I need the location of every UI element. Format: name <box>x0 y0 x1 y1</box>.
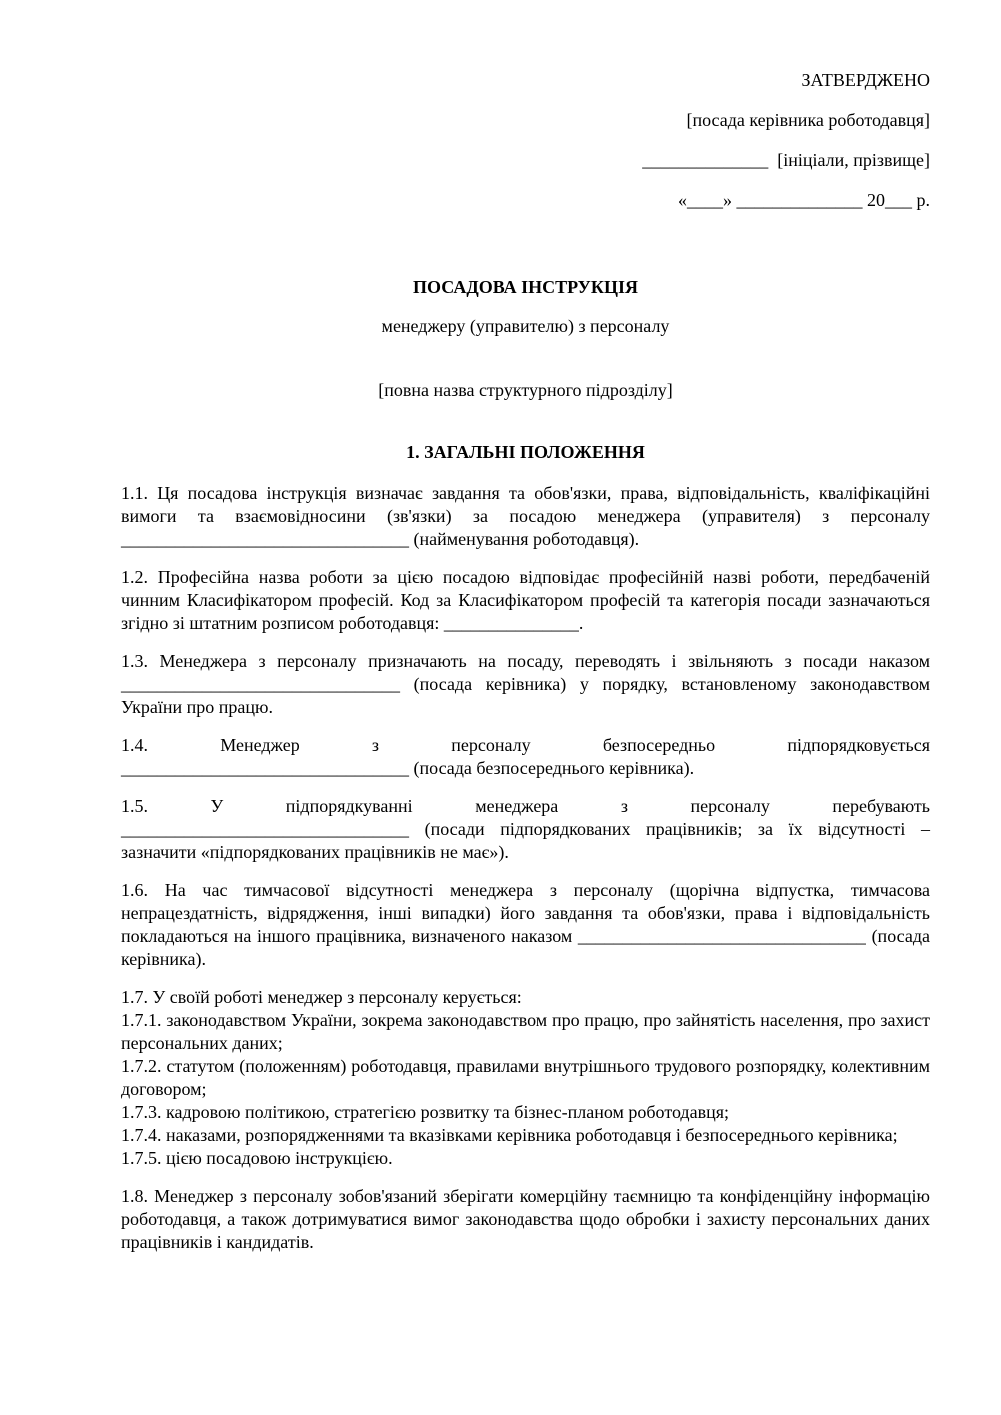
paragraph-1-4-line2: ________________________________ (посада безпосереднього керівника). <box>121 758 695 778</box>
paragraph-1-6: 1.6. На час тимчасової відсутності менеджера з персоналу (щорічна відпустка, тимчасова непрацездатність, відрядження, інші випадки) його завдання та обов'язки, права і відповідальність покладаються на іншого працівника, визначеного наказом ________________________________ (посада керівника). <box>121 880 930 969</box>
paragraph-1-7: 1.7. У своїй роботі менеджер з персоналу керується: <box>121 987 522 1007</box>
paragraph-1-7-1: 1.7.1. законодавством України, зокрема законодавством про працю, про зайнятість населення, про захист персональних даних; <box>121 1010 930 1053</box>
paragraph-1-5-line1: 1.5. У підпорядкуванні менеджера з персоналу перебувають <box>121 796 930 816</box>
section-body <box>121 482 930 1269</box>
paragraph-1-7-3: 1.7.3. кадровою політикою, стратегією розвитку та бізнес-планом роботодавця; <box>121 1102 729 1122</box>
approver-position: [посада керівника роботодавця] <box>686 110 930 130</box>
paragraph-1-2: 1.2. Професійна назва роботи за цією посадою відповідає професійній назві роботи, передбаченій чинним Класифікатором професій. Код за Класифікатором професій та категорія посади зазначаються згідно зі штатним розписом роботодавця: _______________. <box>121 567 930 633</box>
paragraph-1-3: 1.3. Менеджера з персоналу призначають на посаду, переводять і звільняють з посади наказом _______________________________ (посада керівника) у порядку, встановленому законодавством України про працю. <box>121 651 930 717</box>
approval-stamp: ЗАТВЕРДЖЕНО <box>801 70 930 90</box>
paragraph-1-1: 1.1. Ця посадова інструкція визначає завдання та обов'язки, права, відповідальність, кваліфікаційні вимоги та взаємовідносини (зв'язки) за посадою менеджера (управителя) з персоналу ________________________________ (найменування роботодавця). <box>121 483 930 549</box>
paragraph-1-7-4: 1.7.4. наказами, розпорядженнями та вказівками керівника роботодавця і безпосереднього керівника; <box>121 1125 898 1145</box>
paragraph-1-8: 1.8. Менеджер з персоналу зобов'язаний зберігати комерційну таємницю та конфіденційну інформацію роботодавця, а також дотримуватися вимог законодавства щодо обробки і захисту персональних даних працівників і кандидатів. <box>121 1186 930 1252</box>
paragraph-1-7-5: 1.7.5. цією посадовою інструкцією. <box>121 1148 393 1168</box>
document-title: ПОСАДОВА ІНСТРУКЦІЯ <box>413 277 638 297</box>
paragraph-1-4-line1: 1.4. Менеджер з персоналу безпосередньо підпорядковується <box>121 735 930 755</box>
approval-date: «____» ______________ 20___ р. <box>678 190 930 210</box>
department-name: [повна назва структурного підрозділу] <box>378 380 673 400</box>
document-subtitle: менеджеру (управителю) з персоналу <box>381 316 670 336</box>
paragraph-1-5-line2: ________________________________ (посади підпорядкованих працівників; за їх відсутності – зазначити «підпорядкованих працівників не має»). <box>121 819 930 862</box>
approver-signature: ______________ [ініціали, прізвище] <box>642 150 930 170</box>
section-title: 1. ЗАГАЛЬНІ ПОЛОЖЕННЯ <box>406 442 645 462</box>
paragraph-1-7-2: 1.7.2. статутом (положенням) роботодавця, правилами внутрішнього трудового розпорядку, колективним договором; <box>121 1056 930 1099</box>
